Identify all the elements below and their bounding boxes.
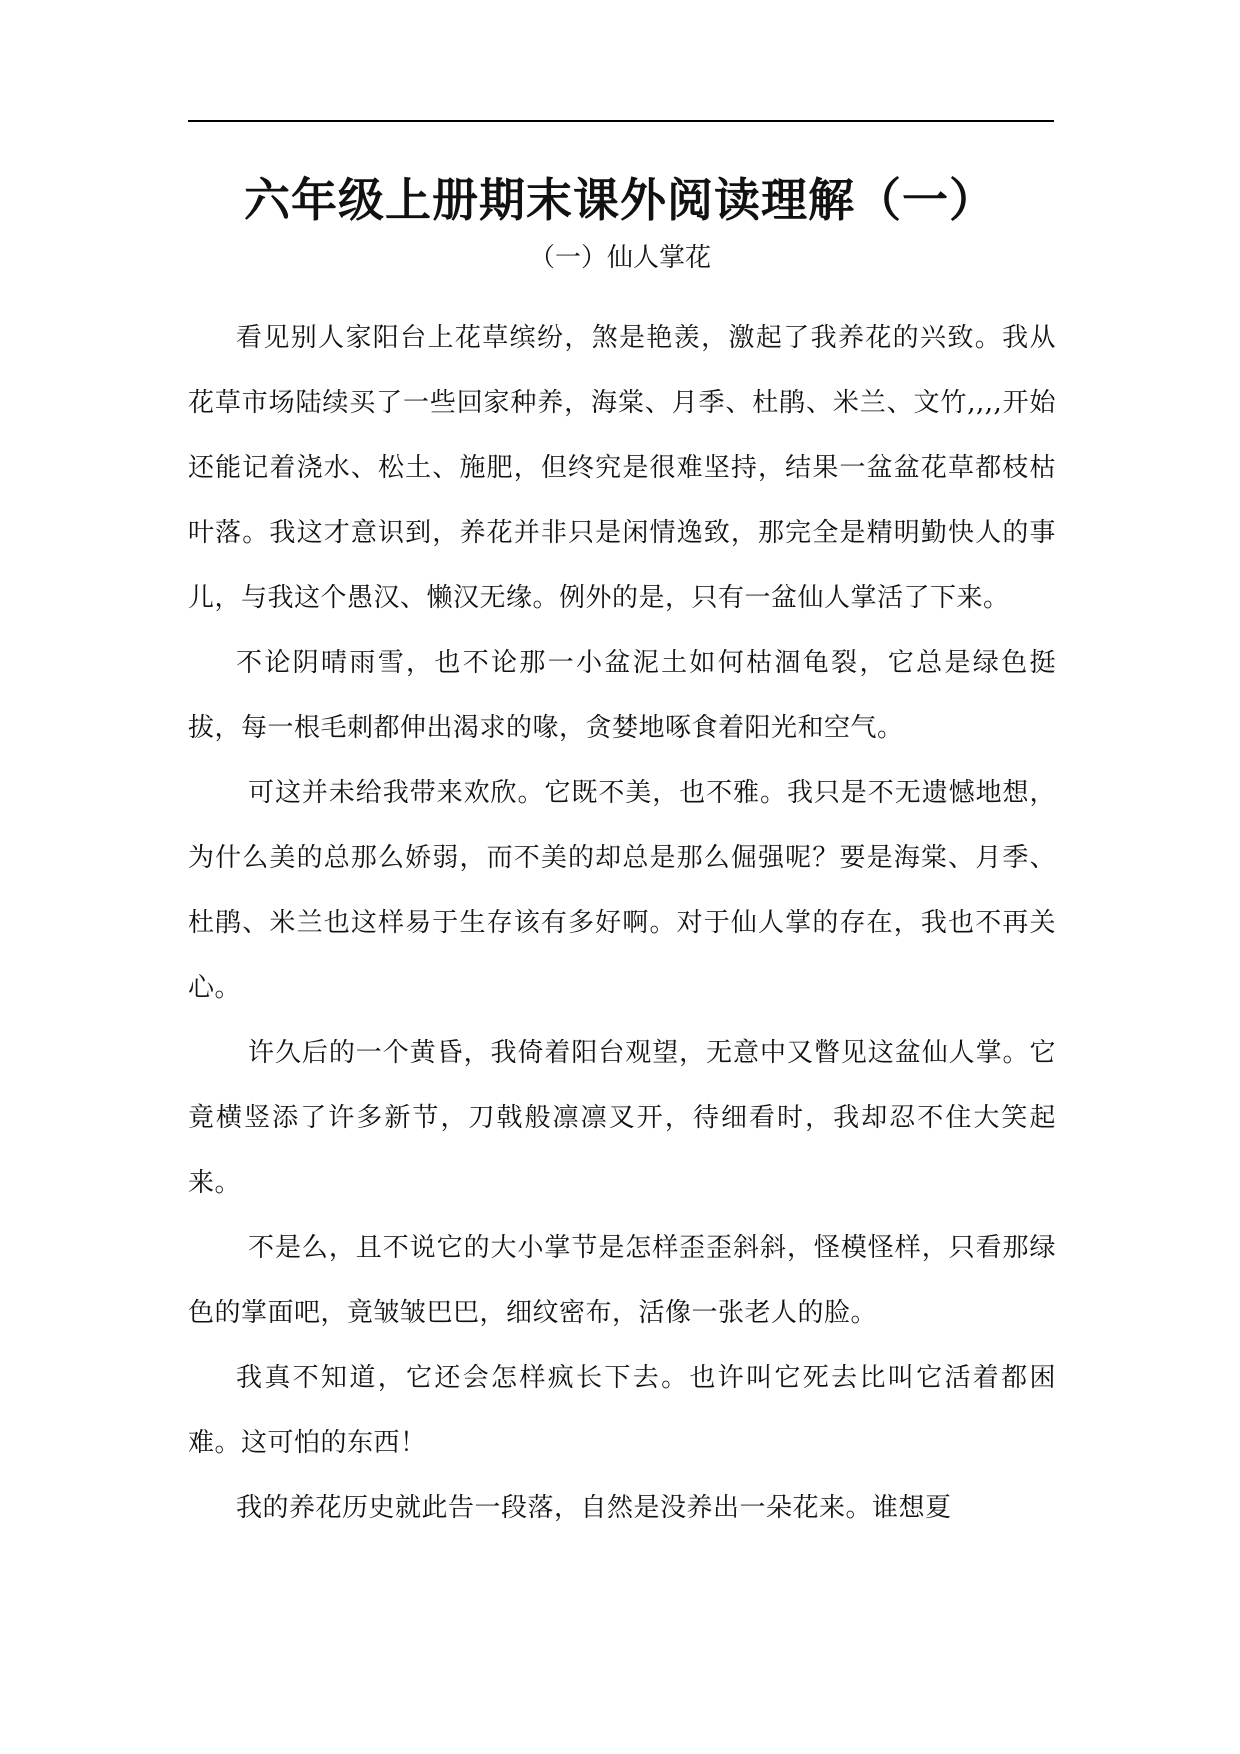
- header-rule: [188, 120, 1054, 122]
- paragraph-7: 我的养花历史就此告一段落，自然是没养出一朵花来。谁想夏: [236, 1493, 952, 1523]
- paragraph-6: 我真不知道，它还会怎样疯长下去。也许叫它死去比叫它活着都困难。这可怕的东西！: [188, 1363, 1056, 1458]
- article-subtitle: （一）仙人掌花: [528, 243, 711, 273]
- paragraph-4: 许久后的一个黄昏，我倚着阳台观望，无意中又瞥见这盆仙人掌。它竟横竖添了许多新节，刀戟般凛凛叉开，待细看时，我却忍不住大笑起来。: [188, 1038, 1056, 1198]
- article-body: [188, 306, 1056, 1541]
- paragraph-1: 看见别人家阳台上花草缤纷，煞是艳羡，激起了我养花的兴致。我从花草市场陆续买了一些回家种养，海棠、月季、杜鹃、米兰、文竹,,,,开始还能记着浇水、松土、施肥，但终究是很难坚持，结果一盆盆花草都枝枯叶落。我这才意识到，养花并非只是闲情逸致，那完全是精明勤快人的事儿，与我这个愚汉、懒汉无缘。例外的是，只有一盆仙人掌活了下来。: [188, 323, 1056, 613]
- paragraph-5: 不是么，且不说它的大小掌节是怎样歪歪斜斜，怪模怪样，只看那绿色的掌面吧，竟皱皱巴巴，细纹密布，活像一张老人的脸。: [188, 1233, 1056, 1328]
- paragraph-2: 不论阴晴雨雪，也不论那一小盆泥土如何枯涸龟裂，它总是绿色挺拔，每一根毛刺都伸出渴求的喙，贪婪地啄食着阳光和空气。: [188, 648, 1056, 743]
- page-title: 六年级上册期末课外阅读理解（一）: [244, 173, 996, 227]
- paragraph-3: 可这并未给我带来欢欣。它既不美，也不雅。我只是不无遗憾地想，为什么美的总那么娇弱，而不美的却总是那么倔强呢？要是海棠、月季、杜鹃、米兰也这样易于生存该有多好啊。对于仙人掌的存在，我也不再关心。: [188, 778, 1056, 1003]
